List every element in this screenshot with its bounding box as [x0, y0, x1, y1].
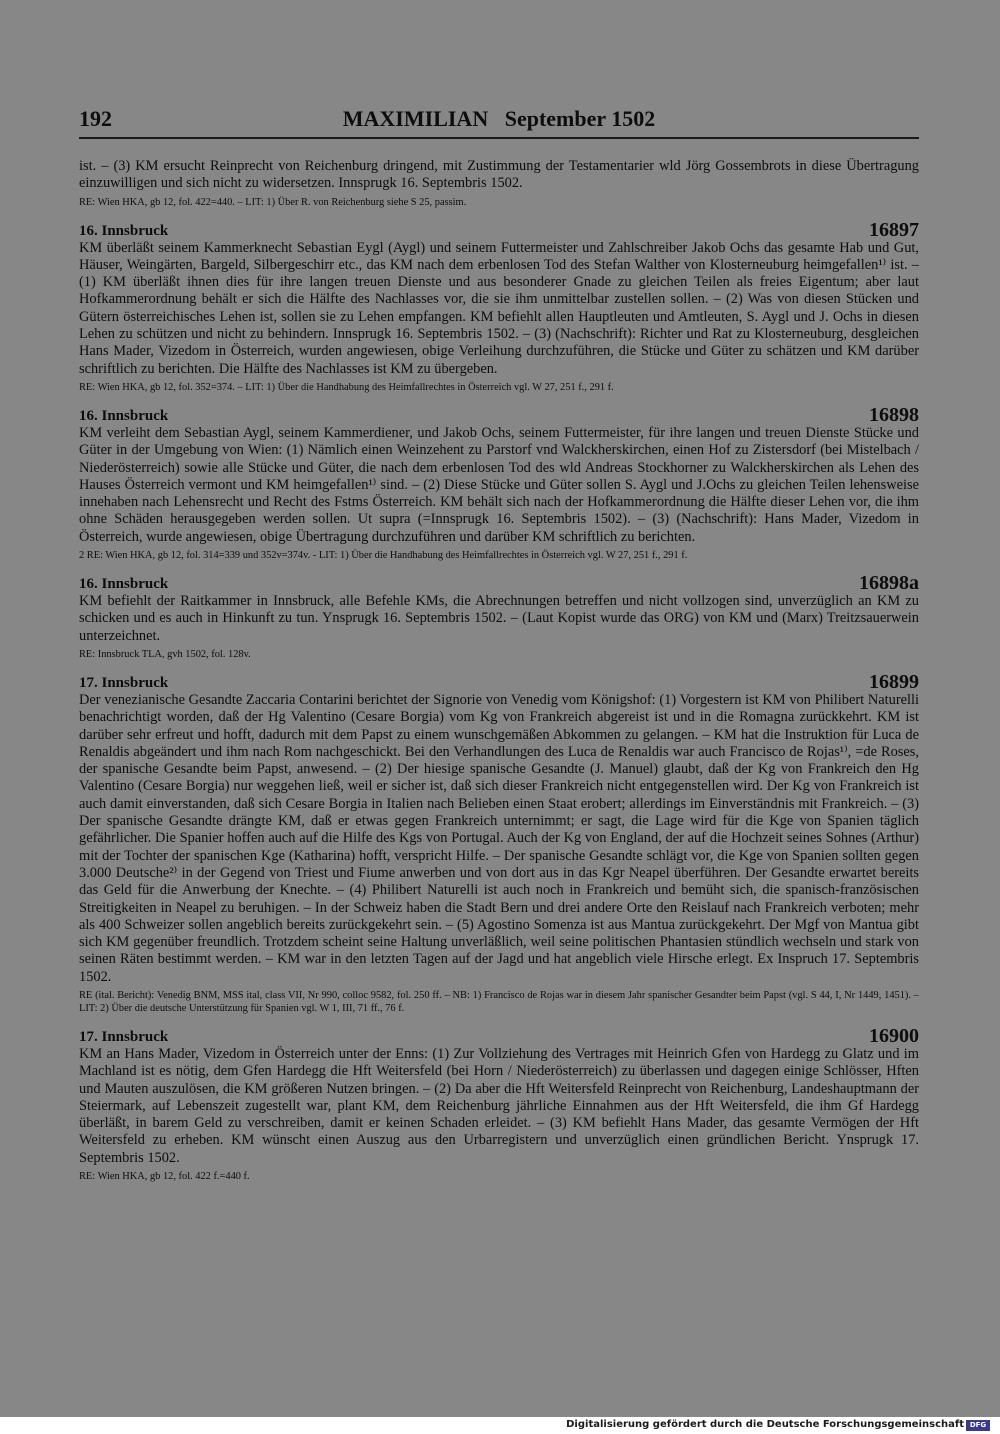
source-note: RE (ital. Bericht): Venedig BNM, MSS ital, class VII, Nr 990, colloc 9582, fol. 250 ff. – NB: 1) Francisco de Rojas war in diesem Jahr spanischer Gesandter beim Papst (vgl. S 44, I, Nr 1449, 1451). – LIT: 2) Über die deutsche Unterstützung für Spanien vgl. W 1, III, 71 ff., 76 f. — [79, 989, 919, 1014]
entry-text: ist. – (3) KM ersucht Reinprecht von Reichenburg dringend, mit Zustimmung der Testamentarier wld Jörg Gossembrots in diese Übertragung einzuwilligen und sich nicht zu widersetzen. Innsprugk 16. Septembris 1502. — [79, 158, 919, 192]
entry-heading — [79, 218, 919, 241]
source-note: RE: Wien HKA, gb 12, fol. 352=374. – LIT: 1) Über die Handhabung des Heimfallrechtes in Österreich vgl. W 27, 251 f., 291 f. — [79, 381, 614, 393]
continuation-entry — [79, 158, 919, 209]
source-note: RE: Wien HKA, gb 12, fol. 422=440. – LIT: 1) Über R. von Reichenburg siehe S 25, passim. — [79, 196, 467, 208]
regest-entry — [79, 670, 919, 1015]
entry-number: 16900 — [869, 1024, 919, 1047]
entry-number: 16899 — [869, 670, 919, 693]
running-title: MAXIMILIAN September 1502 — [342, 106, 656, 131]
entry-number: 16897 — [869, 218, 919, 241]
entry-heading — [79, 1024, 919, 1047]
entry-text: KM überläßt seinem Kammerknecht Sebastian Eygl (Aygl) und seinem Futtermeister und Zahlschreiber Jakob Ochs das gesamte Hab und Gut, Häuser, Weingärten, Bargeld, Silbergeschirr etc., das KM nach dem erbenlosen Tod des Stefan Walther von Klosterneuburg heimgefallen¹⁾ ist. – (1) KM überläßt ihnen dies für ihre langen treuen Dienste und aus besonderer Gnade zu gleichen Teilen als freies Eigentum; aber laut Hofkammerordnung behält er sich die Hälfte des Nachlasses vor, die sie ihm unmittelbar zustellen sollen. – (2) Was von diesen Stücken und Gütern österreichisches Lehen ist, sollen sie zu Lehen empfangen. KM befiehlt allen Hauptleuten und Amtleuten, S. Aygl und J. Ochs in diesen Lehen zu schützen und nicht zu behindern. Innsprugk 16. Septembris 1502. – (3) (Nachschrift): Richter und Rat zu Klosterneuburg, desgleichen Hans Mader, Vizedom in Österreich, wurden angewiesen, obige Verleihung durchzuführen, die Stücke und Güter zu schätzen und KM darüber schriftlich zu berichten. Die Hälfte des Nachlasses ist KM zu übergeben. — [79, 239, 919, 377]
entry-heading — [79, 403, 919, 426]
page-header — [79, 106, 919, 136]
entry-heading — [79, 574, 919, 593]
entry-heading — [79, 670, 919, 693]
entry-text: KM befiehlt der Raitkammer in Innsbruck, alle Befehle KMs, die Abrechnungen betreffen und nicht vollzogen sind, unverzüglich an KM zu schicken und es auch in Hinkunft zu tun. Ynsprugk 16. Septembris 1502. – (Laut Kopist wurde das ORG) von KM und (Marx) Treitzsauerwein unterzeichnet. — [79, 593, 919, 644]
entry-date: 16. Innsbruck — [79, 576, 169, 593]
funding-credit: Digitalisierung gefördert durch die Deutsche Forschungsgemeinschaft — [566, 1419, 964, 1430]
entry-text: KM verleiht dem Sebastian Aygl, seinem Kammerdiener, und Jakob Ochs, seinem Futtermeister, für ihre langen und treuen Dienste Stücke und Güter in der Umgebung von Wien: (1) Nämlich einen Weinzehent zu Parstorf vnd Walckherskirchen, einen Hof zu Zistersdorf (bei Mistelbach / Niederösterreich) sowie alle Stücke und Güter, die nach dem erbenlosen Tod des wld Andreas Stockhorner zu Walckherskirchen als Lehen des Hauses Österreich vermont und KM heimgefallen¹⁾ sind. – (2) Diese Stücke und Güter sollen S. Aygl und J.Ochs zu gleichen Teilen lehensweise innehaben nach Lehensrecht und Recht des Fstms Österreich. KM behält sich nach der Hofkammerordnung die Hälfte dieser Lehen vor, die ihm ohne Schäden herausgegeben werden sollen. Ut supra (=Innsprugk 16. Septembris 1502). – (3) (Nachschrift): Hans Mader, Vizedom in Österreich, wurde angewiesen, obige Übertragung durchzuführen und darüber KM schriftlich zu berichten. — [79, 424, 919, 545]
entry-text: KM an Hans Mader, Vizedom in Österreich unter der Enns: (1) Zur Vollziehung des Vertrages mit Heinrich Gfen von Hardegg zu Glatz und im Machland ist es nötig, dem Gfen Hardegg die Hft Weitersfeld (bei Horn / Niederösterreich) zu überlassen und dagegen einige Schlösser, Hften und Mauten auszulösen, die KM größeren Nutzen bringen. – (2) Da aber die Hft Weitersfeld Reinprecht von Reichenburg, Landeshauptmann der Steiermark, auf Lebenszeit zugestellt war, plant KM, dem Reichenburg jährliche Einnahmen aus der Hft Weitersfeld, die ihm Gf Hardegg überläßt, in barem Geld zu verschreiben, damit er keinen Schaden erleidet. – (3) KM befiehlt Hans Mader, das gesamte Vermögen der Hft Weitersfeld zu erheben. KM wünscht einen Auszug aus den Urbarregistern und unverzüglich einen gründlichen Bericht. Ynsprugk 17. Septembris 1502. — [79, 1045, 919, 1166]
regest-entry — [79, 218, 919, 394]
regest-entry — [79, 403, 919, 562]
main-content — [79, 158, 919, 1183]
entry-date: 16. Innsbruck — [79, 222, 169, 239]
entry-number: 16898 — [869, 403, 919, 426]
entry-text: Der venezianische Gesandte Zaccaria Contarini berichtet der Signorie von Venedig vom Königshof: (1) Vorgestern ist KM von Philibert Naturelli benachrichtigt worden, daß der Hg Valentino (Cesare Borgia) vom Kg von Frankreich abgereist ist und in die Romagna zurückkehrt. KM ist darüber sehr erfreut und hofft, dadurch mit dem Papst zu einem wunschgemäßen Abkommen zu gelangen. – KM hat die Instruktion für Luca de Renaldis abgeändert und ihm nach Rom nachgeschickt. Bei den Verhandlungen des Luca de Renaldis war auch Francisco de Rojas¹⁾, =de Roses, der spanische Gesandte beim Papst, anwesend. – (2) Der hiesige spanische Gesandte (J. Manuel) glaubt, daß der Kg von Frankreich den Hg Valentino (Cesare Borgia) nur weggehen ließ, weil er sicher ist, daß sich dieser Frankreich nicht entgegenstellen wird. Der Kg von Frankreich ist auch damit einverstanden, daß sich Cesare Borgia in Italien nach Belieben einen Staat erobert; allerdings im Einverständnis mit Frankreich. – (3) Der spanische Gesandte drängte KM, daß er etwas gegen Frankreich unternimmt; er sagt, die Lage wird für die Kge von Spanien täglich gefährlicher. Die Spanier hoffen auch auf die Hilfe des Kgs von Portugal. Auch der Kg von England, der auf die Hochzeit seines Sohnes (Arthur) mit der Tochter der spanischen Kge (Katharina) hofft, verspricht Hilfe. – Der spanische Gesandte schlägt vor, die Kge von Spanien sollten gegen 3.000 Deutsche²⁾ in der Gegend von Triest und Fiume anwerben und von dort aus in das Kgr Neapel überführen. Der Gesandte erwartet bereits das Geld für die Anwerbung der Knechte. – (4) Philibert Naturelli ist auch noch in Frankreich und bemüht sich, die spanisch-französischen Streitigkeiten in Neapel zu beruhigen. – In der Schweiz haben die Stadt Bern und drei andere Orte den Reislauf nach Frankreich verboten; mehr als 400 Schweizer sollen angeblich bereits zurückgekehrt sein. – (5) Agostino Somenza ist aus Mantua zurückgekehrt. Der Mgf von Mantua gibt sich KM gegenüber freundlich. Trotzdem scheint seine Haltung unverläßlich, weil seine politischen Phantasien stündlich wechseln und stark von seinen Räten bestimmt werden. – KM war in den letzten Tagen auf der Jagd und hat angeblich viele Hirsche erlegt. Ex Inspruch 17. Septembris 1502. — [79, 691, 919, 985]
page-number: 192 — [79, 106, 112, 131]
entry-date: 16. Innsbruck — [79, 407, 169, 424]
entry-date: 17. Innsbruck — [79, 674, 169, 691]
dfg-logo: DFG — [966, 1420, 990, 1431]
regest-entry — [79, 574, 919, 661]
source-note: RE: Wien HKA, gb 12, fol. 422 f.=440 f. — [79, 1171, 250, 1183]
entry-number: 16898a — [859, 572, 919, 595]
header-rule — [79, 137, 919, 139]
source-note: 2 RE: Wien HKA, gb 12, fol. 314=339 und 352v=374v. - LIT: 1) Über die Handhabung des Heimfallrechtes in Österreich vgl. W 27, 251 f., 291 f. — [79, 550, 688, 562]
source-note: RE: Innsbruck TLA, gvh 1502, fol. 128v. — [79, 648, 251, 660]
regest-entry — [79, 1024, 919, 1183]
entry-date: 17. Innsbruck — [79, 1028, 169, 1045]
